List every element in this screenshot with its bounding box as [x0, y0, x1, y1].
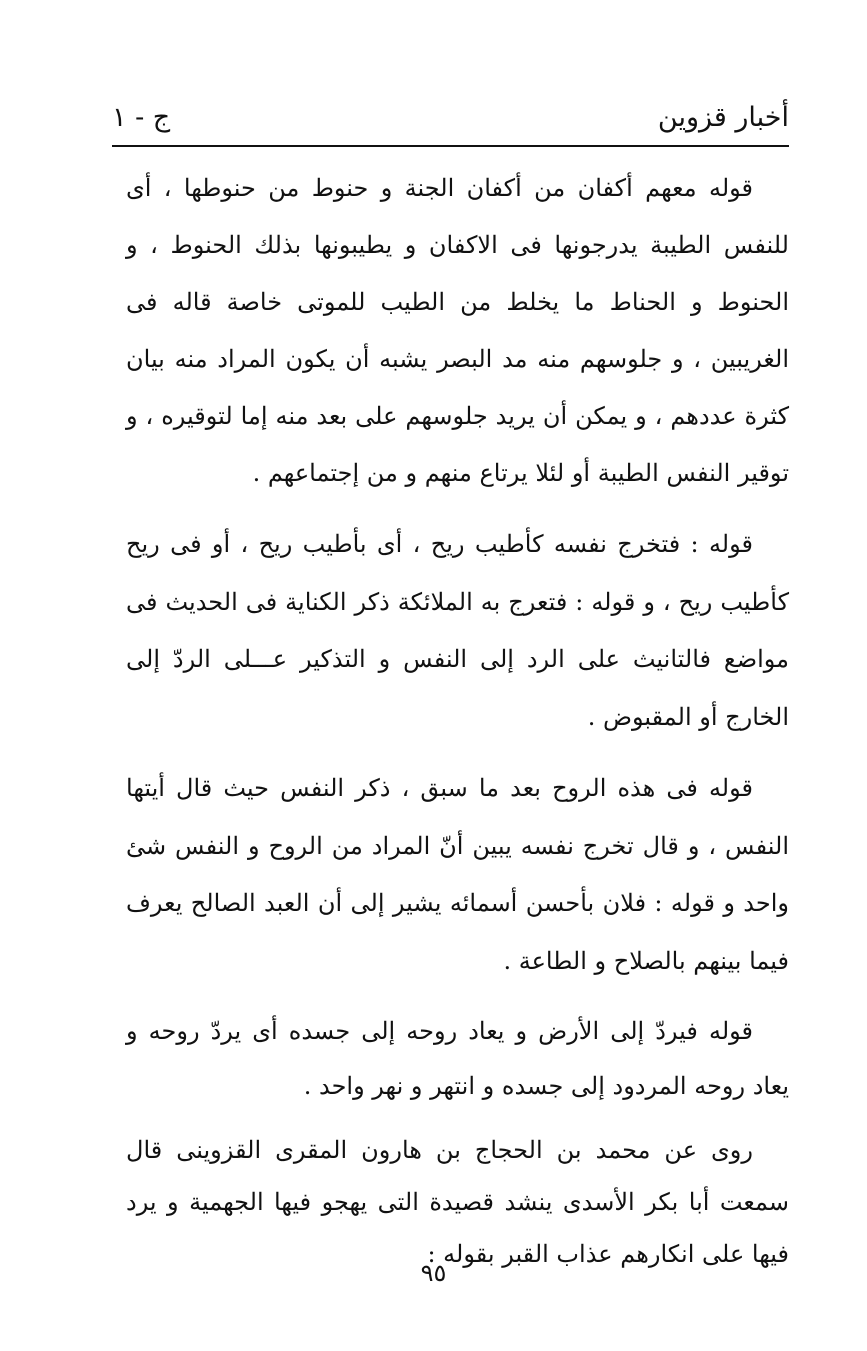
paragraph-4: قوله فيردّ إلى الأرض و يعاد روحه إلى جسده أى يردّ روحه و يعاد روحه المردود إلى جسده و انتهر و نهر واحد .: [126, 1017, 789, 1100]
page-header: [112, 98, 789, 142]
paragraph-2: قوله : فتخرج نفسه كأطيب ريح ، أى بأطيب ريح ، أو فى ريح كأطيب ريح ، و قوله : فتعرج به الملائكة ذكر الكناية فى الحديث فى مواضع فالتانيث على الرد إلى النفس و التذكير عـــلى الردّ إلى الخارج أو المقبوض .: [126, 530, 789, 731]
header-rule: [112, 145, 789, 147]
paragraph-5: روى عن محمد بن الحجاج بن هارون المقرى القزوينى قال سمعت أبا بكر الأسدى ينشد قصيدة التى يهجو فيها الجهمية و يرد فيها على انكارهم عذاب القبر بقوله :: [126, 1136, 789, 1268]
page-number: ٩٥: [420, 1259, 447, 1287]
body-text: [126, 160, 789, 1280]
running-title: أخبار قزوين: [657, 102, 789, 133]
paragraph-1: قوله معهم أكفان من أكفان الجنة و حنوط من حنوطها ، أى للنفس الطيبة يدرجونها فى الاكفان و يطيبونها بذلك الحنوط ، و الحنوط و الحناط ما يخلط من الطيب للموتى خاصة قاله فى الغريبين ، و جلوسهم منه مد البصر يشبه أن يكون المراد منه بيان كثرة عددهم ، و يمكن أن يريد جلوسهم على بعد منه إما لتوقيره ، و توقير النفس الطيبة أو لئلا يرتاع منهم و من إجتماعهم .: [126, 174, 789, 487]
volume-label: ج - ١: [112, 102, 171, 133]
paragraph-3: قوله فى هذه الروح بعد ما سبق ، ذكر النفس حيث قال أيتها النفس ، و قال تخرج نفسه يبين أنّ المراد من الروح و النفس شئ واحد و قوله : فلان بأحسن أسمائه يشير إلى أن العبد الصالح يعرف فيما بينهم بالصلاح و الطاعة .: [126, 774, 789, 975]
